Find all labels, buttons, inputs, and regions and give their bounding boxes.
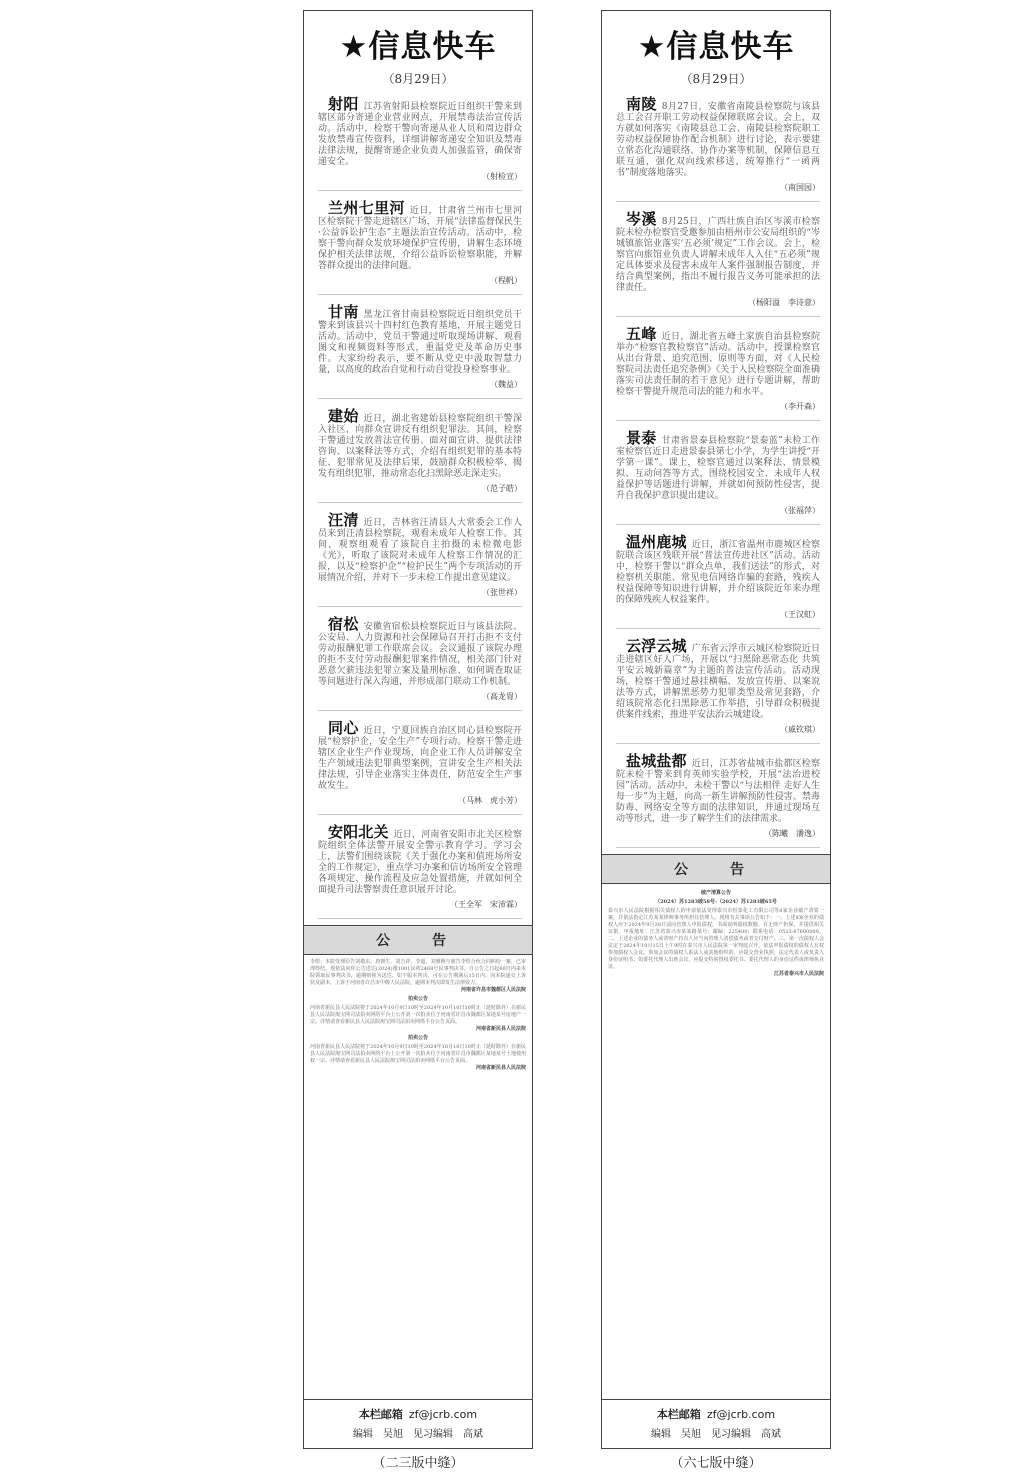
news-body	[318, 719, 522, 792]
news-place: 汪清	[328, 511, 359, 529]
news-place: 兰州七里河	[328, 199, 405, 217]
news-text: 黑龙江省甘南县检察院近日组织党员干警来到该县兴十四村红色教育基地，开展主题党日活动。活动中，党员干警通过听取现场讲解、观看图文和视频资料等形式，重温党史及革命历史事件。大家纷纷表示，要不断从党史中汲取智慧力量，以高度的政治自觉和行动自觉投身检察事业。	[318, 310, 522, 375]
news-body	[616, 637, 820, 721]
gutter-caption: （六七版中缝）	[670, 1456, 762, 1471]
editors: 编辑 吴旭 见习编辑 高斌	[651, 1429, 781, 1440]
news-place: 盐城盐都	[626, 752, 687, 770]
editors: 编辑 吴旭 见习编辑 高斌	[353, 1429, 483, 1440]
news-body	[318, 303, 522, 376]
news-byline: （王全军 宋沛霖）	[318, 899, 522, 919]
news-place: 射阳	[328, 95, 359, 113]
mailbox-email[interactable]: zf@jcrb.com	[408, 1408, 478, 1421]
news-byline: （张世祥）	[318, 587, 522, 607]
masthead	[304, 11, 532, 87]
left-column	[303, 10, 533, 1449]
notice-heading: 公 告	[304, 925, 532, 955]
news-item	[602, 210, 830, 317]
news-byline: （南国园）	[616, 182, 820, 202]
mailbox-label: 本栏邮箱	[656, 1408, 701, 1421]
news-text: 近日，河南省安阳市北关区检察院组织全体法警开展安全警示教育学习。学习会上，法警们围绕该院《关于强化办案和值班场所安全的工作规定》，重点学习办案和信访场所安全管理各项规定、操作流程及应急处置措施，并就如何全面提升司法警察责任意识展开讨论。	[318, 830, 522, 895]
news-place: 云浮云城	[626, 637, 687, 655]
news-body	[616, 429, 820, 502]
news-byline: （杨阳溢 李诗意）	[616, 297, 820, 317]
news-byline: （张福萍）	[616, 505, 820, 525]
news-item	[304, 615, 532, 711]
news-place: 五峰	[626, 325, 657, 343]
news-body	[616, 325, 820, 398]
news-place: 甘南	[328, 303, 359, 321]
news-body	[318, 615, 522, 688]
news-place: 安阳北关	[328, 823, 389, 841]
notice-subtitle: 破产清算公告	[700, 890, 731, 896]
column-title: ★信息快车	[637, 29, 795, 65]
news-byline: （李开森）	[616, 401, 820, 421]
notice-signature: 河南省许昌市魏都区人民法院	[460, 987, 526, 993]
news-text: 近日，江苏省盐城市盐都区检察院未检干警来到育英师实验学校，开展“法治进校园”活动。活动中，未检干警以“与法相伴 走好人生每一步”为主题，向高一新生讲解预防性侵害、禁毒防毒、网络安全等方面的法律知识，并通过现场互动等形式，进一步了解学生们的法律需求。	[616, 759, 820, 824]
news-item	[602, 752, 830, 848]
news-item	[304, 407, 532, 503]
news-text: 近日，宁夏回族自治区同心县检察院开展“检察护企，安全生产”专项行动。检察干警走进辖区企业生产作业现场，向企业工作人员讲解安全生产领域违法犯罪典型案例，宣讲安全生产相关法律法规，引导企业落实主体责任，防范安全生产事故发生。	[318, 726, 522, 791]
news-place: 宿松	[328, 615, 359, 633]
news-text: 8月25日，广西壮族自治区岑溪市检察院未检办检察官受邀参加由梧州市公安局组织的“岑城镇旅馆业落实‘五必须’规定”工作会议。会上，检察官向旅馆业负责人讲解未成年人入住“五必须”规定具体要求及侵害未成年人案件强制报告制度，并结合典型案例，指出不履行报告义务可能承担的法律责任。	[616, 217, 820, 293]
right-column	[601, 10, 831, 1449]
news-item	[602, 95, 830, 202]
news-byline: （马林 虎小芳）	[318, 795, 522, 815]
news-byline: （范子皓）	[318, 483, 522, 503]
notice-case-number: （2024）苏1283破58号-（2024）苏1283破65号	[655, 899, 777, 905]
column-title: ★信息快车	[339, 29, 497, 65]
news-text: 甘肃省景泰县检察院“景泰蓝”未检工作室检察官近日走进景泰县第七小学，为学生讲授“开学第一课”。课上，检察官通过以案释法、情景模拟、互动问答等方式，围绕校园安全、未成年人权益保护等话题进行讲解，并就如何预防性侵害，提升自我保护意识提出建议。	[616, 436, 820, 501]
news-body	[318, 823, 522, 896]
news-item	[304, 199, 532, 295]
mailbox-email[interactable]: zf@jcrb.com	[706, 1408, 776, 1421]
column-date: （8月29日）	[382, 72, 454, 86]
news-body	[616, 210, 820, 294]
news-byline: （程帆）	[318, 275, 522, 295]
news-body	[318, 95, 522, 168]
news-body	[616, 533, 820, 606]
news-place: 岑溪	[626, 210, 657, 228]
notice-body	[304, 955, 532, 1078]
news-text: 近日，浙江省温州市鹿城区检察院联合该区残联开展“普法宣传进社区”活动。活动中，检察干警以“群众点单，我们送法”的形式，对检察机关职能、常见电信网络诈骗的套路，残疾人权益保障等知识进行讲解，并介绍该院近年来办理的保障残疾人权益案件。	[616, 540, 820, 605]
news-text: 近日，湖北省建始县检察院组织干警深入社区，向群众宣讲反有组织犯罪法。其间，检察干警通过发放普法宣传册、面对面宣讲、提供法律咨询、以案释法等方式，介绍有组织犯罪的基本特征、犯罪常见及法律后果，鼓励群众积极检举、揭发有组织犯罪，推动常态化扫黑除恶走深走实。	[318, 414, 522, 479]
news-body	[318, 199, 522, 272]
masthead	[602, 11, 830, 87]
news-place: 建始	[328, 407, 359, 425]
notice-subtitle: 拍卖公告	[407, 1035, 428, 1041]
notice-heading: 公 告	[602, 854, 830, 884]
news-item	[304, 511, 532, 607]
news-item	[304, 95, 532, 191]
notice-subtitle: 拍卖公告	[407, 996, 428, 1002]
news-list	[602, 95, 830, 848]
news-byline: （戚钦琪）	[616, 724, 820, 744]
notice-paragraph: 李煜：本院受理原告刘敬东、唐朝生、刘吉祥、李超、刘雅樵与被告李煜合伙合同纠纷一案，已审理终结。现依法向你公告送达(2024)豫1001民初2468号民事判决书。自公告之日起60日内来本院领取民事判决书，逾期则视为送达。如不服本判决，可在公告期满后15日内，向本院递交上诉状及副本，上诉于河南省许昌市中级人民法院。逾期本判决即发生法律效力。	[310, 959, 526, 986]
news-text: 江苏省射阳县检察院近日组织干警来到辖区部分寄递企业营业网点，开展禁毒法治宣传活动。活动中，检察干警向寄递从业人员和周边群众发放禁毒宣传资料，详细讲解寄递安全知识及禁毒法律法规，提醒寄递企业负责人加强监管，确保寄递安全。	[318, 102, 522, 167]
mailbox	[304, 1406, 532, 1422]
column-footer	[304, 1399, 532, 1448]
news-body	[616, 95, 820, 179]
news-byline: （陈曦 潘逸）	[616, 828, 820, 848]
news-place: 温州鹿城	[626, 533, 687, 551]
news-byline: （王汉虹）	[616, 609, 820, 629]
news-byline: （高龙胄）	[318, 691, 522, 711]
news-item	[602, 325, 830, 421]
news-item	[304, 823, 532, 919]
news-place: 同心	[328, 719, 359, 737]
news-text: 8月27日，安徽省南陵县检察院与该县总工会召开职工劳动权益保障联席会议。会上，双方就如何落实《南陵县总工会、南陵县检察院职工劳动权益保障协作配合机制》进行讨论，表示要建立常态化沟通联络、协作办案等机制，保障信息互联互通，强化双向线索移送，统筹推行“一函两书”制度落地落实。	[616, 102, 820, 178]
mailbox-label: 本栏邮箱	[358, 1408, 403, 1421]
notice-signature: 河南省新民县人民法院	[475, 1026, 526, 1032]
news-body	[318, 511, 522, 584]
news-item	[602, 533, 830, 629]
notice-paragraph: 泰兴市人民法院根据相关债权人的申请依法受理泰兴市恒泰化工有限公司等8家企业破产清算一案，并依法指定江苏某某律师事务所担任管理人。现将有关事项公告如下：一、上述8家企业的债权人应于2024年9月28日前向管理人申报债权，书面说明债权数额、有无财产担保，并提供相关证据。申报地址：江苏省泰兴市某某路某号；邮编：225400；联系电话：0523-87600000。二、上述企业的债务人或者财产持有人应当向管理人清偿债务或者交付财产。三、第一次债权人会议定于2024年10月15日上午9时在泰兴市人民法院第一审判庭召开，依法申报债权的债权人有权参加债权人会议。参加会议的债权人系法人或其他组织的，应提交营业执照、法定代表人或负责人身份证明书；如委托代理人出席会议，应提交特别授权委托书、委托代理人的身份证件或律师执业证。	[608, 908, 824, 970]
gutter-caption: （二三版中缝）	[372, 1456, 464, 1471]
news-item	[602, 429, 830, 525]
notice-paragraph: 河南省新民县人民法院将于2024年10月9日10时至2024年10月10日10时止（延时除外）在新民县人民法院淘宝网司法拍卖网络平台上公开第一次拍卖位于河南省许昌市魏都区某地某号土地使用权一宗。详情请查看新民县人民法院淘宝网司法拍卖网络平台公告页面。	[310, 1044, 526, 1064]
news-body	[616, 752, 820, 825]
news-item	[304, 303, 532, 399]
news-text: 广东省云浮市云城区检察院近日走进辖区好人广场，开展以“扫黑除恶常态化 共筑平安云城新篇章”为主题的普法宣传活动。活动现场，检察干警通过悬挂横幅、发放宣传册、以案说法等方式，讲解黑恶势力犯罪类型及常见套路，介绍该院常态化扫黑除恶工作举措，引导群众积极提供案件线索，推进平安法治云城建设。	[616, 644, 820, 720]
column-footer	[602, 1399, 830, 1448]
news-item	[602, 637, 830, 744]
notice-paragraph: 河南省新民县人民法院将于2024年10月9日10时至2024年10月10日10时止（延时除外）在新民县人民法院淘宝网司法拍卖网络平台上公开第一次拍卖位于河南省许昌市魏都区某地某号房地产一宗。详情请查看新民县人民法院淘宝网司法拍卖网络平台公告页面。	[310, 1005, 526, 1025]
news-place: 景泰	[626, 429, 657, 447]
news-text: 安徽省宿松县检察院近日与该县法院、公安局、人力资源和社会保障局召开打击拒不支付劳动报酬犯罪工作联席会议。会议通报了该院办理的拒不支付劳动报酬犯罪案件情况，相关部门针对恶意欠薪违法犯罪立案及量刑标准、如何调查取证等问题进行深入沟通，并形成部门联动工作机制。	[318, 622, 522, 687]
news-text: 近日，甘肃省兰州市七里河区检察院干警走进辖区广场，开展“法律监督保民生·公益诉讼护生态”主题法治宣传活动。活动中，检察干警向群众发放环境保护宣传册，讲解生态环境保护相关法律法规，介绍公益诉讼检察职能，并解答群众提出的法律问题。	[318, 206, 522, 271]
news-item	[304, 719, 532, 815]
news-list	[304, 95, 532, 919]
news-byline: （射检宣）	[318, 171, 522, 191]
news-text: 近日，湖北省五峰土家族自治县检察院举办“检察官教检察官”活动。活动中，授课检察官从出台背景、追究范围、原则等方面，对《人民检察院司法责任追究条例》《关于人民检察院全面准确落实司法责任制的若干意见》进行专题讲解，帮助检察干警提升规范司法的能力和水平。	[616, 332, 820, 397]
notice-signature: 江苏省泰兴市人民法院	[773, 971, 824, 977]
news-body	[318, 407, 522, 480]
notice-body	[602, 884, 830, 984]
column-date: （8月29日）	[680, 72, 752, 86]
mailbox	[602, 1406, 830, 1422]
news-byline: （魏益）	[318, 379, 522, 399]
news-text: 近日，吉林省汪清县人大常委会工作人员来到汪清县检察院，观看未成年人检察工作。其间，观察组观看了该院自主拍摄的未检微电影《光》，听取了该院对未成年人检察工作情况的汇报，以及“检察护企”“检护民生”两个专项活动的开展情况介绍，并对下一步未检工作提出意见建议。	[318, 518, 522, 583]
notice-signature: 河南省新民县人民法院	[475, 1065, 526, 1071]
news-place: 南陵	[626, 95, 657, 113]
